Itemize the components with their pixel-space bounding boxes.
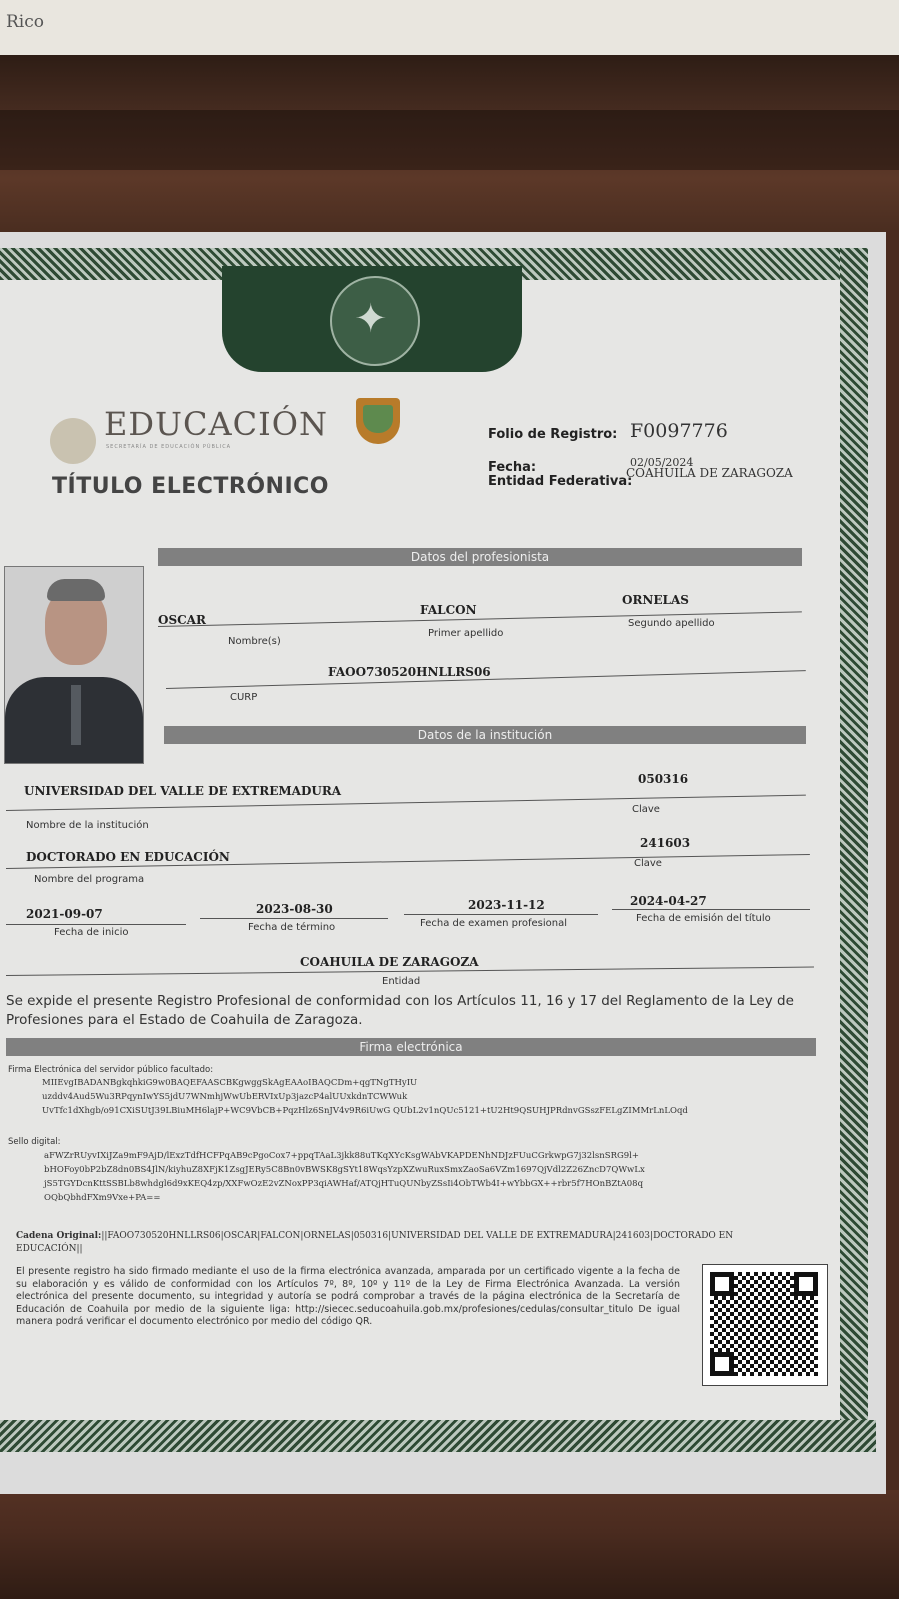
frame-shadow (0, 110, 899, 170)
curp-label: CURP (230, 692, 258, 703)
sello-line-4: OQbQbhdFXm9Vxe+PA== (44, 1193, 161, 1203)
last-name-1-value: FALCON (420, 603, 477, 617)
qr-finder-top-right (794, 1272, 818, 1296)
firma-line-3: UvTfc1dXhgb/o91CXiSUtJ39LBiuMH6lajP+WC9VbCB+PqzHlz6SnJV4v9R6iUwG QUbL2v1nQUc5121+tU2Ht9QSUHJPRdnvGSszFELgZIMMrLnLOqd (42, 1106, 688, 1116)
sep-logo-icon (50, 418, 96, 464)
fecha-inicio-label: Fecha de inicio (54, 927, 129, 938)
fecha-label: Fecha: (488, 460, 537, 475)
sello-line-3: jS5TGYDcnKttSSBLb8whdgl6d9xKEQ4zp/XXFwOzE2vZNoxPP3qiAWHaf/ATQjHTuQUNbyZSsIi4ObTWb4I+wYbbGX++rbr5f7HOnBZtA08q (44, 1179, 644, 1189)
fecha-inicio-underline (6, 924, 186, 925)
photo-tie (71, 685, 81, 745)
document-title: TÍTULO ELECTRÓNICO (52, 474, 329, 499)
legal-text: Se expide el presente Registro Profesional de conformidad con los Artículos 11, 16 y 17 del Reglamento de la Ley de Profesiones para el Estado de Coahuila de Zaragoza. (6, 993, 794, 1028)
sello-label: Sello digital: (8, 1137, 61, 1147)
entidad-label: Entidad Federativa: (488, 474, 633, 489)
institution-name-label: Nombre de la institución (26, 820, 149, 831)
qr-finder-top-left (710, 1272, 734, 1296)
sello-line-2: bHOFoy0bP2bZ8dn0BS4JlN/kiyhuZ8XFjK1ZsgJERy5C8Bn0vBWSK8gSYt18WqsYzpXZwuRuxSmxZaoSa6VZm1697QjVdl2Z26ZncD7QWwLx (44, 1165, 645, 1175)
program-label: Nombre del programa (34, 874, 145, 885)
section-header-institucion: Datos de la institución (164, 726, 806, 744)
fecha-termino-value: 2023-08-30 (256, 902, 333, 916)
qr-finder-bottom-left (710, 1352, 734, 1376)
first-name-value: OSCAR (158, 613, 206, 627)
decorative-border-bottom (0, 1420, 876, 1452)
entidad-institucion-value: COAHUILA DE ZARAGOZA (300, 955, 479, 969)
fecha-emision-label: Fecha de emisión del título (636, 913, 771, 924)
first-name-label: Nombre(s) (228, 636, 281, 647)
last-name-2-label: Segundo apellido (628, 618, 715, 629)
logo-text: EDUCACIÓN (104, 405, 328, 443)
entidad-value: COAHUILA DE ZARAGOZA (626, 466, 793, 480)
institution-clave-label: Clave (632, 804, 660, 815)
curp-value: FAOO730520HNLLRS06 (328, 665, 491, 679)
folio-label: Folio de Registro: (488, 427, 618, 442)
fecha-examen-label: Fecha de examen profesional (420, 918, 567, 929)
logo-subtitle: SECRETARÍA DE EDUCACIÓN PÚBLICA (106, 444, 232, 450)
section-header-profesionista: Datos del profesionista (158, 548, 802, 566)
program-clave-label: Clave (634, 858, 662, 869)
sello-line-1: aFWZrRUyvIXiJZa9mF9AjD/lExzTdfHCFPqAB9cPgoCox7+ppqTAaL3jkk88uTKqXYcKsgWAbVKAPDENhNDJzFUuCGrkwpG7j32lsnSRG9l+ (44, 1151, 640, 1161)
shield-inner (363, 405, 393, 433)
firma-line-2: uzddv4Aud5Wu3RPqynIwYS5jdU7WNmhjWwUbERVIxUp3jazcP4alUUxkdnTCWWuk (42, 1092, 408, 1102)
fecha-inicio-value: 2021-09-07 (26, 907, 103, 921)
program-value: DOCTORADO EN EDUCACIÓN (26, 850, 230, 864)
firma-line-1: MIIEvgIBADANBgkqhkiG9w0BAQEFAASCBKgwggSkAgEAAoIBAQCDm+qgTNgTHyIU (42, 1078, 418, 1088)
fecha-value: 02/05/2024 (630, 456, 694, 469)
eagle-icon: ✦ (354, 296, 388, 342)
cadena-value: ||FAOO730520HNLLRS06|OSCAR|FALCON|ORNELAS|050316|UNIVERSIDAD DEL VALLE DE EXTREMADURA|241603|DOCTORADO EN EDUCACIÓN|| (16, 1231, 734, 1254)
background-paper-text: Rico (6, 12, 44, 32)
decorative-border-right (840, 248, 868, 1448)
last-name-2-value: ORNELAS (622, 593, 689, 607)
last-name-1-label: Primer apellido (428, 628, 504, 639)
profile-photo (4, 566, 144, 764)
fecha-termino-label: Fecha de término (248, 922, 336, 933)
fecha-examen-underline (404, 914, 598, 915)
entidad-institucion-label: Entidad (382, 976, 421, 987)
frame-right (886, 230, 899, 1490)
institution-clave-value: 050316 (638, 772, 689, 786)
firma-label: Firma Electrónica del servidor público facultado: (8, 1065, 214, 1075)
folio-value: F0097776 (630, 420, 728, 442)
program-clave-value: 241603 (640, 836, 691, 850)
validity-footnote: El presente registro ha sido firmado mediante el uso de la firma electrónica avanzada, amparada por un certificado vigente a la fecha de su elaboración y es válido de conformidad con los Artículos 7º, 8º, 10º y 11º de la Ley de Firma Electrónica Avanzada. La versión electrónica del presente documento, su integridad y autoría se podrá comprobar a través de la página electrónica de la Secretaría de Educación de Coahuila por medio de la siguiente liga: http://siecec.seducoahuila.gob.mx/profesiones/cedulas/consultar_titulo De igual manera podrá verificar el documento electrónico por medio del código QR. (16, 1266, 680, 1327)
photo-hair (47, 579, 105, 601)
cadena-label: Cadena Original: (16, 1231, 102, 1241)
fecha-termino-underline (200, 918, 388, 919)
fecha-emision-value: 2024-04-27 (630, 894, 707, 908)
fecha-emision-underline (612, 909, 810, 910)
section-header-firma: Firma electrónica (6, 1038, 816, 1056)
fecha-examen-value: 2023-11-12 (468, 898, 545, 912)
cadena-original (16, 1230, 796, 1256)
institution-name-value: UNIVERSIDAD DEL VALLE DE EXTREMADURA (24, 784, 342, 798)
